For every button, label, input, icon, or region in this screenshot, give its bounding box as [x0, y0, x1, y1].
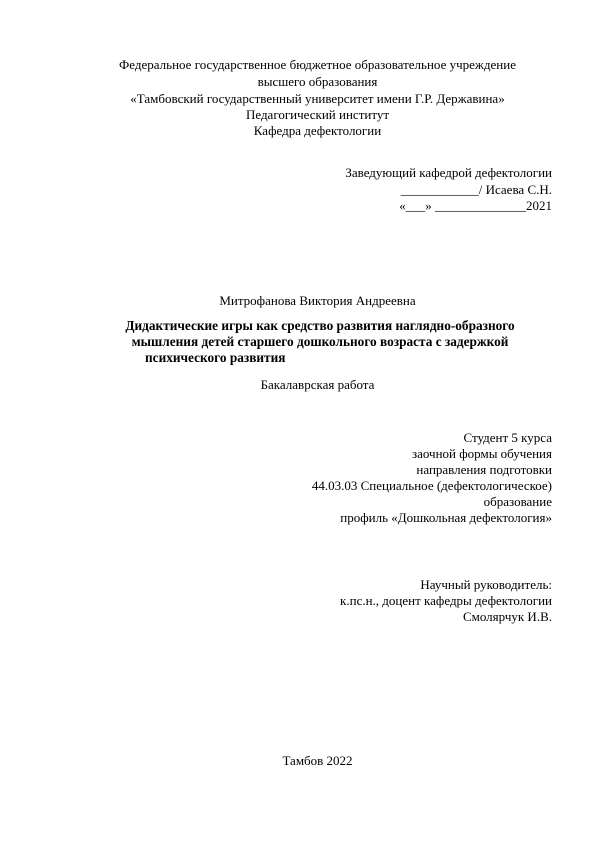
- approval-head: Заведующий кафедрой дефектологии: [345, 165, 552, 180]
- student-course: Студент 5 курса: [463, 430, 552, 445]
- student-profile: профиль «Дошкольная дефектология»: [340, 510, 552, 525]
- approval-signature: ____________/ Исаева С.Н.: [400, 182, 552, 197]
- student-direction-label: направления подготовки: [416, 462, 552, 477]
- supervisor-label: Научный руководитель:: [420, 577, 552, 592]
- institution-line-3: «Тамбовский государственный университет имени Г.Р. Державина»: [130, 91, 505, 106]
- thesis-title-line-3: психического развития: [145, 350, 286, 365]
- supervisor-name: Смолярчук И.В.: [462, 609, 552, 624]
- institution-line-2: высшего образования: [257, 74, 378, 89]
- student-study-form: заочной формы обучения: [411, 446, 552, 461]
- department-name: Кафедра дефектологии: [253, 123, 382, 138]
- student-direction-end: образование: [483, 494, 552, 509]
- city-year: Тамбов 2022: [282, 753, 353, 768]
- approval-date: «___» ______________2021: [399, 198, 552, 213]
- institute-name: Педагогический институт: [245, 107, 390, 122]
- supervisor-position: к.пс.н., доцент кафедры дефектологии: [340, 593, 552, 608]
- thesis-title: [95, 318, 545, 366]
- thesis-title-line-2: мышления детей старшего дошкольного возраста с задержкой: [131, 334, 509, 349]
- work-type: Бакалаврская работа: [260, 377, 375, 392]
- thesis-title-line-1: Дидактические игры как средство развития наглядно-образного: [125, 318, 515, 333]
- author-name: Митрофанова Виктория Андреевна: [219, 293, 416, 308]
- student-direction-code: 44.03.03 Специальное (дефектологическое): [311, 478, 552, 493]
- institution-line-1: Федеральное государственное бюджетное образовательное учреждение: [119, 57, 516, 72]
